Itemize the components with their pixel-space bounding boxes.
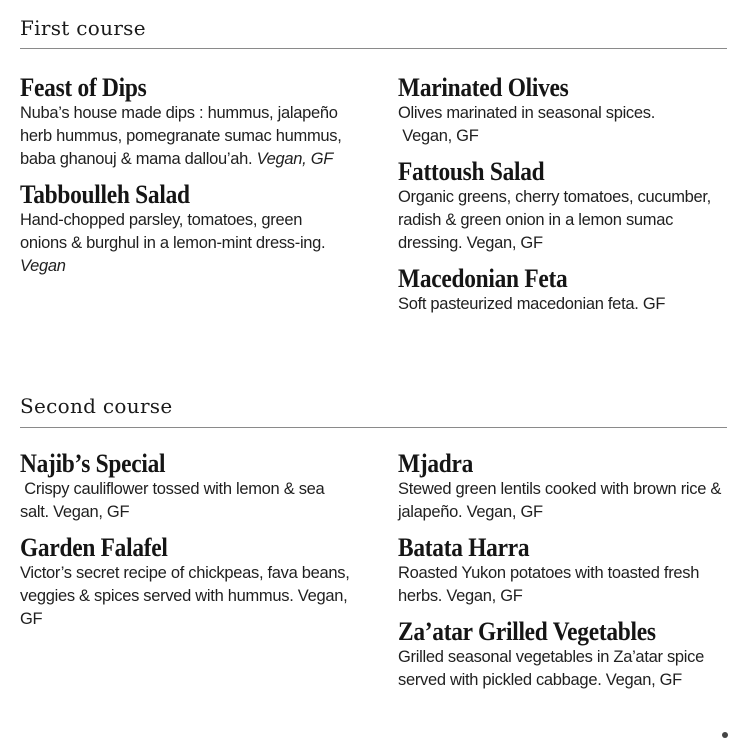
menu-item-batata-harra <box>398 534 728 608</box>
first-course-left-column <box>20 74 350 278</box>
menu-item-marinated-olives <box>398 74 728 148</box>
menu-item-name: Za’atar Grilled Vegetables <box>398 617 656 646</box>
menu-item-tabboulleh-salad <box>20 181 350 278</box>
menu-item-description: Hand-chopped parsley, tomatoes, green onions & burghul in a lemon-mint dress-ing. Vegan <box>20 211 326 275</box>
section-title-first-course: First course <box>20 16 146 40</box>
menu-item-feast-of-dips <box>20 74 350 171</box>
menu-item-description: Grilled seasonal vegetables in Za’atar spice served with pickled cabbage. Vegan, GF <box>398 648 704 689</box>
menu-item-fattoush-salad <box>398 158 728 255</box>
menu-item-name: Tabboulleh Salad <box>20 180 190 209</box>
second-course-left-column <box>20 450 350 631</box>
section-title-second-course: Second course <box>20 394 173 418</box>
corner-dot <box>722 732 728 738</box>
menu-item-macedonian-feta <box>398 265 728 316</box>
second-course-right-column <box>398 450 728 692</box>
menu-item-tags: Vegan, GF <box>466 503 543 521</box>
menu-item-description: Organic greens, cherry tomatoes, cucumber, radish & green onion in a lemon sumac dressing. Vegan, GF <box>398 188 711 252</box>
menu-item-description: Crispy cauliflower tossed with lemon & sea salt. Vegan, GF <box>20 480 325 521</box>
menu-item-tags: Vegan, GF <box>20 587 348 628</box>
menu-item-tags: Vegan, GF <box>605 671 682 689</box>
menu-item-name: Marinated Olives <box>398 73 569 102</box>
menu-item-tags: Vegan, GF <box>402 127 479 145</box>
menu-item-name: Macedonian Feta <box>398 264 568 293</box>
menu-item-zaatar-grilled-vegetables <box>398 618 728 692</box>
menu-item-garden-falafel <box>20 534 350 631</box>
menu-item-tags: Vegan <box>20 257 66 275</box>
menu-item-name: Feast of Dips <box>20 73 147 102</box>
menu-item-tags: GF <box>642 295 666 313</box>
menu-item-name: Batata Harra <box>398 533 530 562</box>
menu-item-description: Olives marinated in seasonal spices. Vegan, GF <box>398 104 655 145</box>
menu-item-tags: Vegan, GF <box>446 587 523 605</box>
menu-item-name: Mjadra <box>398 449 474 478</box>
menu-item-tags: Vegan, GF <box>466 234 543 252</box>
menu-item-description: Victor’s secret recipe of chickpeas, fava beans, veggies & spices served with hummus. Vegan, GF <box>20 564 350 628</box>
menu-item-description: Stewed green lentils cooked with brown rice & jalapeño. Vegan, GF <box>398 480 722 521</box>
menu-item-tags: Vegan, GF <box>53 503 130 521</box>
menu-item-name: Fattoush Salad <box>398 157 545 186</box>
menu-item-tags: Vegan, GF <box>256 150 334 168</box>
menu-item-najibs-special <box>20 450 350 524</box>
menu-item-description: Nuba’s house made dips : hummus, jalapeño herb hummus, pomegranate sumac hummus, baba ghanouj & mama dallou’ah. Vegan, GF <box>20 104 342 168</box>
menu-item-description: Soft pasteurized macedonian feta. GF <box>398 295 666 313</box>
menu-item-name: Najib’s Special <box>20 449 166 478</box>
section-divider <box>20 427 727 428</box>
menu-item-name: Garden Falafel <box>20 533 168 562</box>
menu-item-description: Roasted Yukon potatoes with toasted fresh herbs. Vegan, GF <box>398 564 700 605</box>
menu-item-mjadra <box>398 450 728 524</box>
first-course-right-column <box>398 74 728 316</box>
section-divider <box>20 48 727 49</box>
